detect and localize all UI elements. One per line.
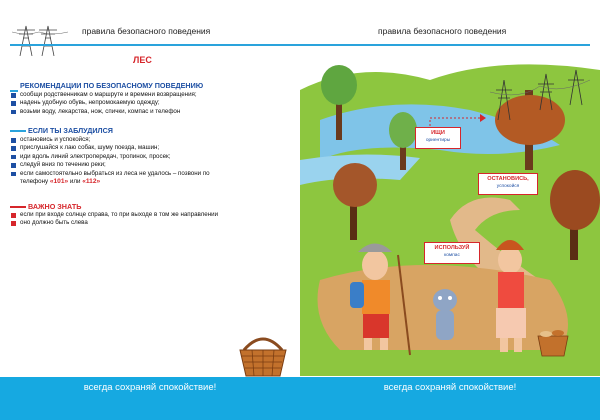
page-header: правила безопасного поведения — [82, 26, 211, 36]
important-heading: ВАЖНО ЗНАТЬ — [28, 202, 82, 211]
right-page — [300, 0, 600, 420]
forest-scene-illustration — [300, 50, 600, 376]
header-divider — [300, 44, 590, 46]
list-item: прислушайся к лаю собак, шуму поезда, машин; — [10, 144, 295, 152]
recommendations-list — [10, 91, 295, 116]
cat-figure — [433, 289, 457, 340]
list-item: оно должно быть слева — [10, 219, 295, 227]
phone-prefix: телефону — [20, 178, 49, 186]
if-lost-heading: ЕСЛИ ТЫ ЗАБЛУДИЛСЯ — [28, 126, 113, 135]
bullet-icon — [11, 163, 16, 168]
phone-line — [10, 178, 295, 186]
list-item: сообщи родственникам о маршруте и времени возвращения; — [10, 91, 295, 99]
page-header: правила безопасного поведения — [378, 26, 507, 36]
list-item: следуй вниз по течению реки; — [10, 161, 295, 169]
bullet-icon — [11, 93, 16, 98]
lost-divider — [10, 130, 26, 132]
woman-figure — [496, 240, 526, 352]
important-divider — [10, 206, 26, 208]
phone-joiner: или — [69, 178, 81, 186]
list-item: если самостоятельно выбраться из леса не удалось – позвони по — [10, 170, 295, 178]
list-item: остановись и успокойся; — [10, 136, 295, 144]
sign-look-for-landmarks: ИЩИ ориентиры — [415, 127, 461, 149]
sign-stop-calm-down: ОСТАНОВИСЬ, успокойся — [478, 173, 538, 195]
power-line-icon — [12, 22, 68, 56]
footer-text: всегда сохраняй спокойствие! — [383, 382, 517, 393]
bullet-icon — [11, 172, 16, 177]
sign-use-compass: ИСПОЛЬЗУЙ компас — [424, 242, 480, 264]
mushroom-basket — [538, 330, 568, 356]
important-list — [10, 211, 295, 228]
header-divider — [10, 44, 300, 46]
bullet-icon — [11, 221, 16, 226]
bullet-icon — [11, 138, 16, 143]
list-item: иди вдоль линий электропередач, тропинок, просек; — [10, 153, 295, 161]
list-item: надень удобную обувь, непромокаемую одежду; — [10, 99, 295, 107]
recommendations-heading: РЕКОМЕНДАЦИИ ПО БЕЗОПАСНОМУ ПОВЕДЕНИЮ — [20, 81, 204, 90]
bullet-icon — [11, 146, 16, 151]
phone-number-101: «101» — [49, 178, 69, 186]
section-title-forest: ЛЕС — [133, 55, 152, 65]
bullet-icon — [11, 101, 16, 106]
list-item: если при входе солнце справа, то при выходе в том же направлении — [10, 211, 295, 219]
phone-number-112: «112» — [82, 178, 101, 186]
basket-illustration — [236, 332, 290, 378]
list-item: возьми воду, лекарства, нож, спички, компас и телефон — [10, 108, 295, 116]
bullet-icon — [11, 155, 16, 160]
bullet-icon — [11, 110, 16, 115]
footer-text: всегда сохраняй спокойствие! — [83, 382, 217, 393]
bullet-icon — [11, 213, 16, 218]
if-lost-list — [10, 136, 295, 186]
